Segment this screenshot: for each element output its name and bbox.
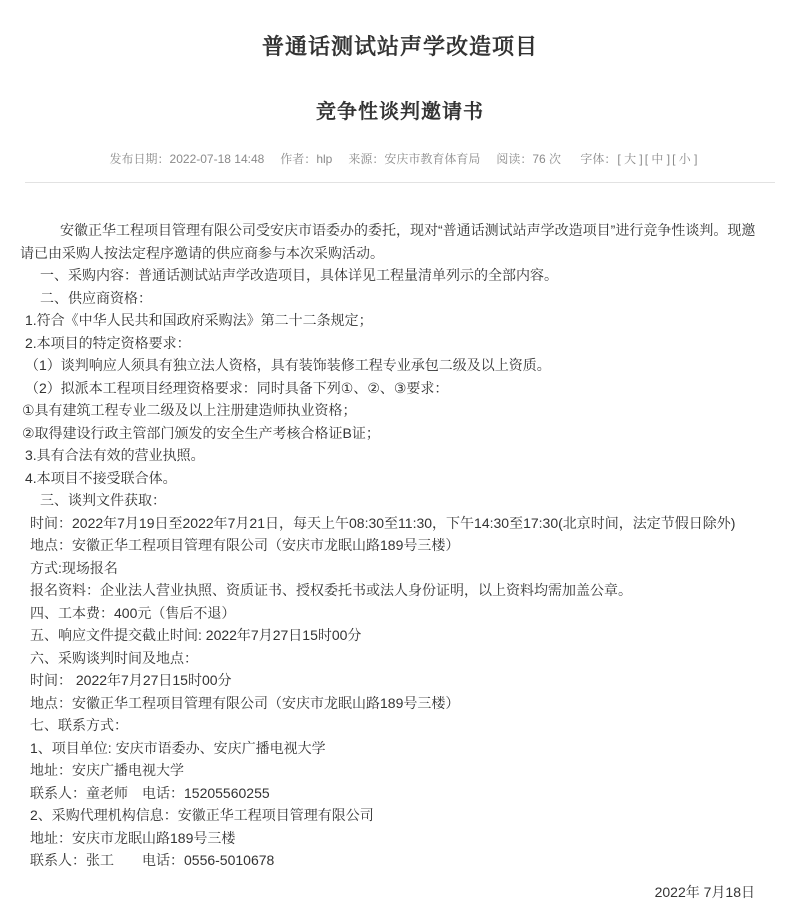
font-size-medium[interactable]: [ 中 ] — [644, 152, 671, 166]
body-line: 三、谈判文件获取： — [40, 492, 166, 508]
body-line: 七、联系方式： — [30, 717, 128, 733]
document-title-line1: 普通话测试站声学改造项目 — [261, 34, 538, 59]
meta-item-label: 来源： — [348, 152, 385, 166]
meta-item-value: 76 次 — [532, 152, 562, 166]
font-size-large[interactable]: [ 大 ] — [617, 152, 643, 166]
body-line: 联系人：张工 电话：0556-5010678 — [30, 852, 275, 868]
meta-item-value: 2022-07-18 14:48 — [169, 152, 265, 166]
body-line: 地址：安庆广播电视大学 — [30, 762, 184, 778]
article-meta-items — [102, 152, 570, 166]
meta-item — [280, 152, 332, 166]
document-title-line2: 竞争性谈判邀请书 — [316, 101, 484, 123]
meta-item — [496, 152, 561, 166]
body-line: 方式:现场报名 — [30, 559, 118, 576]
signature-date: 2022年 7月18日 — [654, 883, 755, 900]
body-line: ②取得建设行政主管部门颁发的安全生产考核合格证B证； — [22, 424, 380, 441]
body-line: 二、供应商资格： — [40, 289, 152, 306]
body-line: 1.符合《中华人民共和国政府采购法》第二十二条规定； — [25, 312, 373, 328]
font-size-switcher — [580, 152, 698, 166]
body-line: ①具有建筑工程专业二级及以上注册建造师执业资格； — [22, 402, 357, 418]
body-line: 4.本项目不接受联合体。 — [25, 469, 177, 486]
body-line: 1、项目单位: 安庆市语委办、安庆广播电视大学 — [30, 739, 326, 756]
font-size-small[interactable]: [ 小 ] — [672, 152, 698, 166]
body-line: 报名资料：企业法人营业执照、资质证书、授权委托书或法人身份证明，以上资料均需加盖公章。 — [30, 582, 632, 598]
body-line: 五、响应文件提交截止时间: 2022年7月27日15时00分 — [30, 627, 362, 643]
body-line: （2）拟派本工程项目经理资格要求：同时具备下列①、②、③要求： — [25, 379, 449, 396]
document-body — [0, 183, 800, 872]
font-size-label: 字体： — [580, 152, 617, 166]
body-line: 3.具有合法有效的营业执照。 — [25, 447, 205, 463]
meta-item-value: 安庆市教育体育局 — [384, 152, 481, 166]
meta-item-label: 发布日期： — [109, 152, 170, 166]
body-line: 地址：安庆市龙眠山路189号三楼 — [30, 829, 236, 846]
body-line: 安徽正华工程项目管理有限公司受安庆市语委办的委托，现对“普通话测试站声学改造项目”进行竞争性谈判。现邀请已由采购人按法定程序邀请的供应商参与本次采购活动。 — [20, 222, 756, 261]
body-line: 时间： 2022年7月27日15时00分 — [30, 672, 232, 688]
body-line: 时间：2022年7月19日至2022年7月21日，每天上午08:30至11:30，下午14:30至17:30(北京时间，法定节假日除外) — [30, 514, 736, 531]
body-line: 六、采购谈判时间及地点： — [30, 649, 198, 666]
body-line: 一、采购内容：普通话测试站声学改造项目，具体详见工程量清单列示的全部内容。 — [40, 267, 558, 283]
meta-item-label: 阅读： — [496, 152, 533, 166]
article-meta-bar — [25, 150, 775, 183]
body-line: 联系人：童老师 电话：15205560255 — [30, 784, 270, 801]
body-line: 2.本项目的特定资格要求： — [25, 334, 191, 351]
body-line: 地点：安徽正华工程项目管理有限公司（安庆市龙眠山路189号三楼） — [30, 537, 460, 553]
body-line: 地点：安徽正华工程项目管理有限公司（安庆市龙眠山路189号三楼） — [30, 694, 460, 711]
body-line: 2、采购代理机构信息：安徽正华工程项目管理有限公司 — [30, 807, 374, 823]
meta-item-label: 作者： — [280, 152, 317, 166]
meta-item-value: hlp — [316, 152, 333, 166]
meta-item — [110, 152, 265, 166]
body-line: 四、工本费：400元（售后不退） — [30, 604, 236, 621]
meta-item — [348, 152, 480, 166]
body-line: （1）谈判响应人须具有独立法人资格，具有装饰装修工程专业承包二级及以上资质。 — [25, 357, 551, 373]
